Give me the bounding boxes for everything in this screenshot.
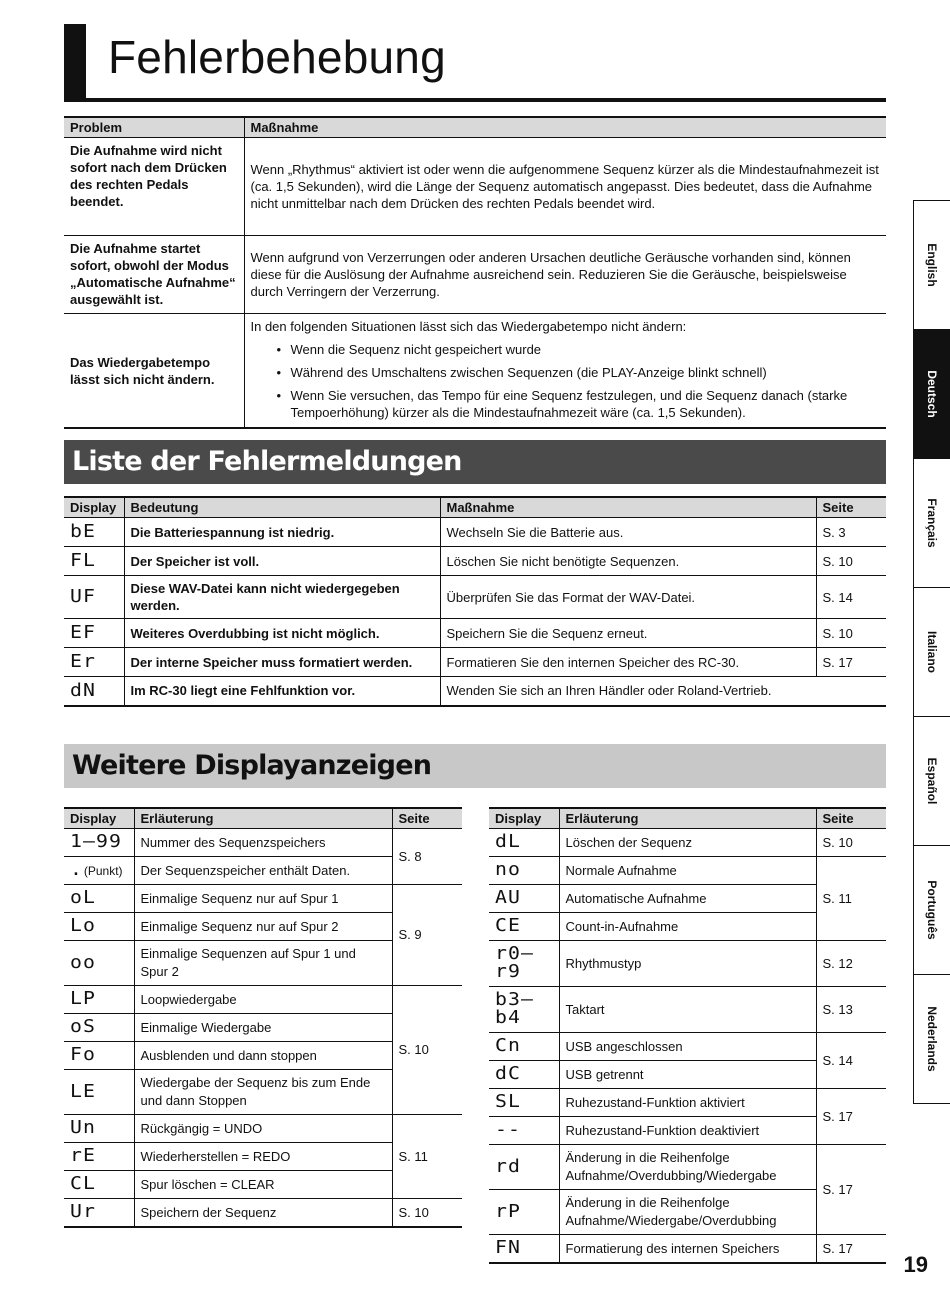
segment-display-code: LE — [70, 1080, 97, 1102]
display-cell — [64, 829, 134, 857]
list-item: • Während des Umschaltens zwischen Sequenzen (die PLAY-Anzeige blinkt schnell) — [251, 364, 881, 381]
display-cell — [489, 1061, 559, 1089]
display-suffix: (Punkt) — [83, 864, 123, 878]
page-cell: S. 10 — [816, 619, 886, 648]
page-cell: S. 10 — [392, 1199, 462, 1228]
page-cell: S. 8 — [392, 829, 462, 885]
segment-display-code: Ur — [70, 1201, 97, 1222]
table-row — [64, 677, 886, 706]
segment-display-code: r0–r9 — [495, 943, 535, 982]
page-cell: S. 12 — [816, 941, 886, 987]
column-header-problem: Problem — [64, 117, 244, 138]
page-cell: S. 10 — [816, 829, 886, 857]
segment-display-code: Un — [70, 1117, 97, 1138]
segment-display-code: dL — [495, 831, 522, 852]
explanation-cell: Der Sequenzspeicher enthält Daten. — [134, 857, 392, 885]
explanation-cell: Einmalige Sequenzen auf Spur 1 und Spur 2 — [134, 941, 392, 986]
segment-display-code: bE — [70, 521, 97, 542]
display-cell — [489, 913, 559, 941]
page-cell: S. 17 — [816, 1145, 886, 1235]
explanation-cell: Formatierung des internen Speichers — [559, 1235, 816, 1264]
table-row — [489, 987, 886, 1033]
troubleshooting-header-row — [64, 117, 886, 138]
table-row — [64, 518, 886, 547]
segment-display-code: AU — [495, 887, 522, 908]
column-header-page: Seite — [816, 808, 886, 829]
page-cell: S. 3 — [816, 518, 886, 547]
segment-display-code: no — [495, 859, 522, 880]
explanation-cell: Löschen der Sequenz — [559, 829, 816, 857]
display-cell — [64, 518, 124, 547]
display-cell — [489, 987, 559, 1033]
segment-display-code: oL — [70, 887, 97, 908]
display-cell — [64, 547, 124, 576]
explanation-cell: Änderung in die Reihenfolge Aufnahme/Wiedergabe/Overdubbing — [559, 1190, 816, 1235]
segment-display-code: b3–b4 — [495, 989, 535, 1028]
display-cell — [64, 913, 134, 941]
display-cell — [64, 857, 134, 885]
error-table — [64, 496, 886, 707]
page-cell: S. 17 — [816, 1235, 886, 1264]
explanation-cell: Rückgängig = UNDO — [134, 1115, 392, 1143]
language-tab-label: Español — [925, 757, 939, 805]
table-row — [64, 1199, 462, 1228]
page-cell: S. 11 — [392, 1115, 462, 1199]
column-header-display: Display — [489, 808, 559, 829]
display-cell — [64, 1143, 134, 1171]
display-cell — [64, 1115, 134, 1143]
explanation-cell: Wiedergabe der Sequenz bis zum Ende und dann Stoppen — [134, 1070, 392, 1115]
column-header-page: Seite — [816, 497, 886, 518]
column-header-page: Seite — [392, 808, 462, 829]
meaning-cell: Weiteres Overdubbing ist nicht möglich. — [124, 619, 440, 648]
action-cell — [244, 314, 886, 429]
problem-cell: Die Aufnahme wird nicht sofort nach dem Drücken des rechten Pedals beendet. — [64, 138, 244, 236]
table-row — [489, 857, 886, 885]
segment-display-code: Cn — [495, 1035, 522, 1056]
display-cell — [64, 986, 134, 1014]
explanation-cell: Ruhezustand-Funktion deaktiviert — [559, 1117, 816, 1145]
language-tab-deutsch[interactable] — [913, 330, 950, 459]
action-cell: Wechseln Sie die Batterie aus. — [440, 518, 816, 547]
action-intro: In den folgenden Situationen lässt sich das Wiedergabetempo nicht ändern: — [250, 319, 687, 334]
display-cell — [64, 1042, 134, 1070]
explanation-cell: USB getrennt — [559, 1061, 816, 1089]
table-row — [489, 1089, 886, 1117]
table-row — [64, 885, 462, 913]
explanation-cell: Nummer des Sequenzspeichers — [134, 829, 392, 857]
segment-display-code: SL — [495, 1091, 522, 1112]
segment-display-code: -- — [495, 1119, 522, 1140]
displays-right-body — [489, 829, 886, 1264]
table-row — [64, 314, 886, 429]
explanation-cell: Ruhezustand-Funktion aktiviert — [559, 1089, 816, 1117]
display-cell — [64, 1070, 134, 1115]
meaning-cell: Diese WAV-Datei kann nicht wiedergegeben werden. — [124, 576, 440, 619]
displays-heading: Weitere Displayanzeigen — [64, 744, 886, 788]
segment-display-code: 1–99 — [70, 831, 123, 852]
language-tab-label: Português — [925, 880, 939, 940]
segment-display-code: . — [70, 859, 84, 880]
language-tab-português[interactable] — [913, 846, 950, 975]
explanation-cell: Einmalige Sequenz nur auf Spur 1 — [134, 885, 392, 913]
display-cell — [489, 1089, 559, 1117]
display-cell — [64, 885, 134, 913]
table-row — [64, 648, 886, 677]
display-cell — [64, 941, 134, 986]
explanation-cell: Rhythmustyp — [559, 941, 816, 987]
segment-display-code: dC — [495, 1063, 522, 1084]
explanation-cell: Speichern der Sequenz — [134, 1199, 392, 1228]
page-cell: S. 10 — [392, 986, 462, 1115]
table-row — [64, 829, 462, 857]
explanation-cell: Taktart — [559, 987, 816, 1033]
language-tab-english[interactable] — [913, 201, 950, 330]
page-cell: S. 17 — [816, 1089, 886, 1145]
language-tab-label: Italiano — [925, 630, 939, 674]
list-item: • Wenn die Sequenz nicht gespeichert wurde — [251, 341, 881, 358]
display-cell — [64, 576, 124, 619]
page-cell: S. 9 — [392, 885, 462, 986]
explanation-cell: Änderung in die Reihenfolge Aufnahme/Overdubbing/Wiedergabe — [559, 1145, 816, 1190]
display-cell — [489, 941, 559, 987]
explanation-cell: Loopwiedergabe — [134, 986, 392, 1014]
table-row — [489, 829, 886, 857]
table-row — [64, 619, 886, 648]
language-tab-label: Nederlands — [925, 1006, 939, 1072]
segment-display-code: UF — [70, 586, 97, 607]
table-row — [489, 1033, 886, 1061]
explanation-cell: Automatische Aufnahme — [559, 885, 816, 913]
display-cell — [64, 648, 124, 677]
segment-display-code: CL — [70, 1173, 97, 1194]
segment-display-code: oo — [70, 951, 97, 973]
display-cell — [489, 1235, 559, 1264]
explanation-cell: USB angeschlossen — [559, 1033, 816, 1061]
explanation-cell: Normale Aufnahme — [559, 857, 816, 885]
table-row — [64, 236, 886, 314]
segment-display-code: FN — [495, 1237, 522, 1258]
action-bullet-list — [251, 341, 881, 421]
segment-display-code: rP — [495, 1200, 522, 1222]
displays-table-right — [489, 807, 886, 1264]
column-header-explanation: Erläuterung — [559, 808, 816, 829]
action-cell: Wenden Sie sich an Ihren Händler oder Roland-Vertrieb. — [440, 677, 886, 706]
column-header-meaning: Bedeutung — [124, 497, 440, 518]
explanation-cell: Wiederherstellen = REDO — [134, 1143, 392, 1171]
display-cell — [489, 1190, 559, 1235]
display-cell — [489, 885, 559, 913]
language-tab-label: Deutsch — [925, 370, 939, 418]
list-item: • Wenn Sie versuchen, das Tempo für eine Sequenz festzulegen, und die Sequenz danach (starke Tempoerhöhung) kürzer als die Mindestaufnahmezeit wäre (ca. 1,5 Sekunden). — [251, 387, 881, 421]
display-cell — [489, 1145, 559, 1190]
displays-left-body — [64, 829, 462, 1228]
title-bar — [64, 24, 886, 102]
display-cell — [489, 1117, 559, 1145]
troubleshooting-table — [64, 116, 886, 429]
action-cell: Speichern Sie die Sequenz erneut. — [440, 619, 816, 648]
explanation-cell: Einmalige Wiedergabe — [134, 1014, 392, 1042]
page-title: Fehlerbehebung — [108, 31, 446, 83]
displays-header-row — [64, 808, 462, 829]
action-cell: Wenn aufgrund von Verzerrungen oder anderen Ursachen deutliche Geräusche vorhanden sind, können diese für die Auslösung der Aufnahme ausreichend sein. Reduzieren Sie die Geräusche, beispielsweise durch Verringern der Verzerrung. — [244, 236, 886, 314]
displays-table-left — [64, 807, 462, 1228]
table-row — [64, 138, 886, 236]
language-tab-label: Français — [925, 498, 939, 548]
table-row — [489, 1145, 886, 1190]
segment-display-code: CE — [495, 915, 522, 936]
page-cell: S. 14 — [816, 1033, 886, 1089]
column-header-action: Maßnahme — [440, 497, 816, 518]
column-header-explanation: Erläuterung — [134, 808, 392, 829]
segment-display-code: LP — [70, 988, 97, 1009]
table-row — [64, 1115, 462, 1143]
language-tabs — [913, 200, 950, 1104]
language-tab-italiano[interactable] — [913, 588, 950, 717]
column-header-display: Display — [64, 808, 134, 829]
language-tab-nederlands[interactable] — [913, 975, 950, 1104]
displays-header-row — [489, 808, 886, 829]
meaning-cell: Die Batteriespannung ist niedrig. — [124, 518, 440, 547]
meaning-cell: Der interne Speicher muss formatiert werden. — [124, 648, 440, 677]
segment-display-code: oS — [70, 1016, 97, 1037]
segment-display-code: rd — [495, 1155, 522, 1177]
segment-display-code: Er — [70, 651, 97, 672]
table-row — [64, 547, 886, 576]
error-header-row — [64, 497, 886, 518]
segment-display-code: dN — [70, 679, 97, 701]
display-cell — [64, 1014, 134, 1042]
display-cell — [489, 857, 559, 885]
table-row — [489, 1235, 886, 1264]
page-cell: S. 10 — [816, 547, 886, 576]
table-row — [489, 941, 886, 987]
page-cell: S. 17 — [816, 648, 886, 677]
segment-display-code: EF — [70, 622, 97, 643]
error-table-body — [64, 518, 886, 706]
table-row — [64, 986, 462, 1014]
meaning-cell: Der Speicher ist voll. — [124, 547, 440, 576]
table-row — [64, 576, 886, 619]
explanation-cell: Spur löschen = CLEAR — [134, 1171, 392, 1199]
language-tab-español[interactable] — [913, 717, 950, 846]
action-cell: Formatieren Sie den internen Speicher des RC-30. — [440, 648, 816, 677]
problem-cell: Das Wiedergabetempo lässt sich nicht ändern. — [64, 314, 244, 429]
segment-display-code: rE — [70, 1145, 97, 1166]
problem-cell: Die Aufnahme startet sofort, obwohl der Modus „Automatische Aufnahme“ ausgewählt ist. — [64, 236, 244, 314]
action-cell: Überprüfen Sie das Format der WAV-Datei. — [440, 576, 816, 619]
segment-display-code: Fo — [70, 1044, 97, 1065]
page-cell: S. 11 — [816, 857, 886, 941]
display-cell — [64, 677, 124, 706]
column-header-display: Display — [64, 497, 124, 518]
segment-display-code: Lo — [70, 915, 97, 936]
explanation-cell: Count-in-Aufnahme — [559, 913, 816, 941]
page-number: 19 — [903, 1252, 928, 1277]
display-cell — [489, 829, 559, 857]
display-cell — [64, 1171, 134, 1199]
title-marker — [64, 24, 86, 100]
error-list-heading: Liste der Fehlermeldungen — [64, 440, 886, 484]
action-cell: Wenn „Rhythmus“ aktiviert ist oder wenn die aufgenommene Sequenz kürzer als die Mindestaufnahmezeit ist (ca. 1,5 Sekunden), wird die Länge der Sequenz automatisch angepasst. Dies bedeutet, dass die Aufnahme nicht unmittelbar nach dem Drücken des rechten Pedals beendet wird. — [244, 138, 886, 236]
segment-display-code: FL — [70, 550, 97, 571]
explanation-cell: Ausblenden und dann stoppen — [134, 1042, 392, 1070]
display-cell — [489, 1033, 559, 1061]
explanation-cell: Einmalige Sequenz nur auf Spur 2 — [134, 913, 392, 941]
language-tab-français[interactable] — [913, 459, 950, 588]
display-cell — [64, 1199, 134, 1228]
column-header-action: Maßnahme — [244, 117, 886, 138]
language-tab-label: English — [925, 243, 939, 287]
page-cell: S. 13 — [816, 987, 886, 1033]
page-cell: S. 14 — [816, 576, 886, 619]
display-cell — [64, 619, 124, 648]
meaning-cell: Im RC-30 liegt eine Fehlfunktion vor. — [124, 677, 440, 706]
action-cell: Löschen Sie nicht benötigte Sequenzen. — [440, 547, 816, 576]
